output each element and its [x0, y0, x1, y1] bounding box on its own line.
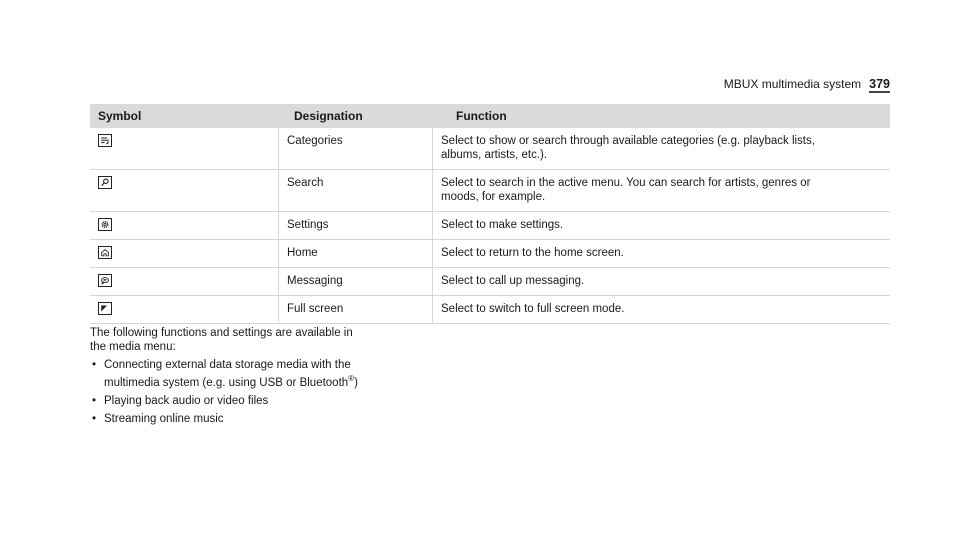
- table-row: [90, 128, 890, 170]
- table-row: [90, 212, 890, 240]
- settings-icon: [98, 218, 112, 231]
- search-icon: [98, 176, 112, 189]
- full-screen-icon: [98, 302, 112, 315]
- function-cell: Select to call up messaging.: [432, 268, 890, 295]
- designation-cell: Categories: [278, 128, 432, 169]
- table-row: [90, 240, 890, 268]
- media-menu-intro: [90, 326, 370, 426]
- intro-text: The following functions and settings are available in the media menu:: [90, 327, 353, 353]
- feature-list: [90, 358, 370, 426]
- header-symbol: Symbol: [98, 109, 142, 123]
- designation-cell: Search: [278, 170, 432, 211]
- function-cell: Select to show or search through available categories (e.g. playback lists, albums, artists, etc.).: [432, 128, 890, 169]
- bullet-glyph: •: [92, 359, 97, 371]
- page-number: 379: [869, 77, 890, 91]
- designation-cell: Messaging: [278, 268, 432, 295]
- list-item: • Playing back audio or video files: [92, 394, 269, 407]
- page-header: [724, 77, 890, 93]
- bullet-glyph: •: [92, 394, 97, 407]
- table-header: [90, 104, 890, 128]
- table-row: [90, 296, 890, 324]
- list-item: • Connecting external data storage media with the multimedia system (e.g. using USB or Bluetooth®): [92, 359, 358, 389]
- table-row: [90, 268, 890, 296]
- section-title: MBUX multimedia system: [723, 77, 862, 91]
- function-cell: Select to return to the home screen.: [432, 240, 890, 267]
- function-cell: Select to make settings.: [432, 212, 890, 239]
- symbol-table: [90, 104, 890, 324]
- bullet-glyph: •: [92, 412, 97, 425]
- designation-cell: Full screen: [278, 296, 432, 323]
- function-cell: Select to search in the active menu. You can search for artists, genres or moods, for example.: [432, 170, 890, 211]
- table-row: [90, 170, 890, 212]
- categories-icon: [98, 134, 112, 147]
- designation-cell: Home: [278, 240, 432, 267]
- header-function: Function: [456, 109, 507, 123]
- header-designation: Designation: [294, 109, 363, 123]
- list-item: • Streaming online music: [92, 412, 224, 425]
- designation-cell: Settings: [278, 212, 432, 239]
- function-cell: Select to switch to full screen mode.: [432, 296, 890, 323]
- home-icon: [98, 246, 112, 259]
- messaging-icon: [98, 274, 112, 287]
